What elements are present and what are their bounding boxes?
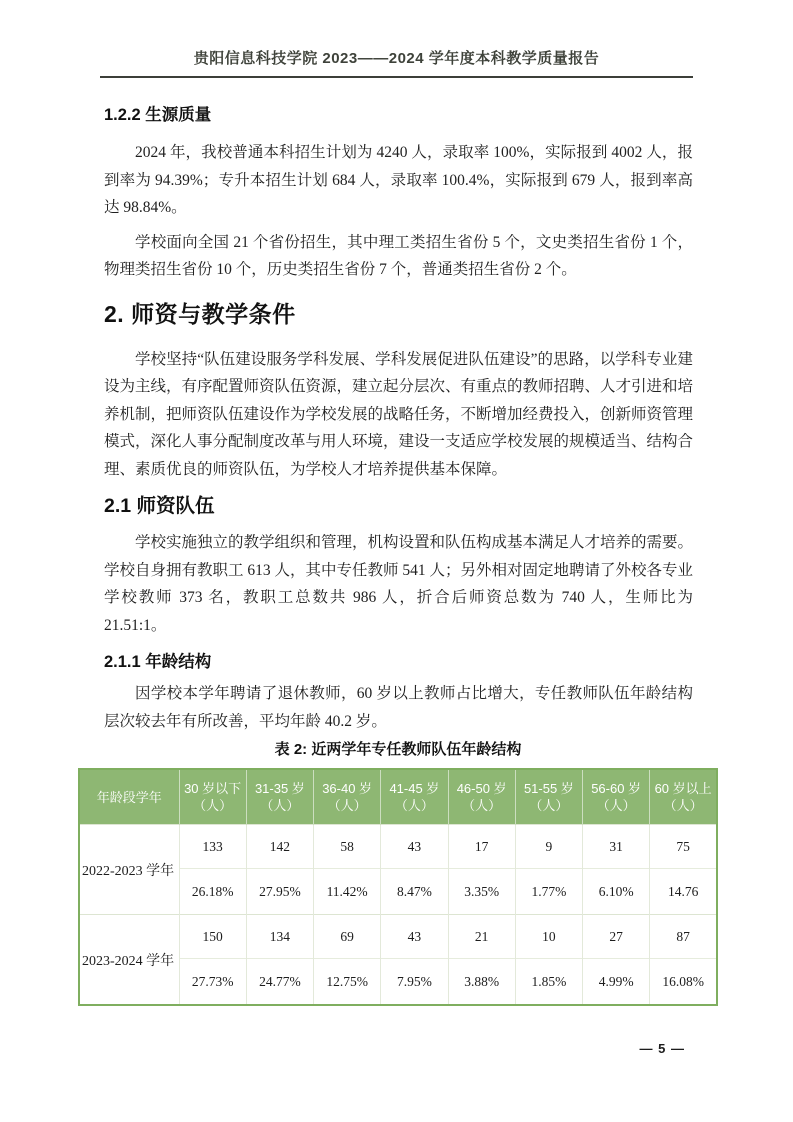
count-cell: 134 [246, 915, 313, 959]
table-corner-header: 年龄段学年 [79, 769, 179, 825]
percent-cell: 14.76 [650, 869, 717, 915]
col-header-over-60: 60 岁以上 （人） [650, 769, 717, 825]
percent-cell: 26.18% [179, 869, 246, 915]
count-cell: 150 [179, 915, 246, 959]
percent-cell: 11.42% [314, 869, 381, 915]
table-row-2022-2023-counts [79, 825, 717, 869]
percent-cell: 24.77% [246, 959, 313, 1006]
report-title: 贵阳信息科技学院 2023——2024 学年度本科教学质量报告 [193, 50, 600, 67]
col-header-56-60: 56-60 岁 （人） [583, 769, 650, 825]
table-caption: 表 2: 近两学年专任教师队伍年龄结构 [274, 741, 522, 758]
count-cell: 17 [448, 825, 515, 869]
paragraph-age-structure: 因学校本学年聘请了退休教师，60 岁以上教师占比增大，专任教师队伍年龄结构层次较去年有所改善，平均年龄 40.2 岁。 [104, 685, 693, 730]
count-cell: 133 [179, 825, 246, 869]
running-header [100, 0, 693, 78]
age-structure-table [78, 768, 718, 1006]
page-number: — 5 — [639, 1041, 685, 1056]
page-content [82, 104, 712, 1006]
count-cell: 21 [448, 915, 515, 959]
percent-cell: 4.99% [583, 959, 650, 1006]
count-cell: 31 [583, 825, 650, 869]
row-label-2023-2024: 2023-2024 学年 [79, 915, 179, 1006]
col-header-31-35: 31-35 岁 （人） [246, 769, 313, 825]
percent-cell: 3.88% [448, 959, 515, 1006]
count-cell: 27 [583, 915, 650, 959]
count-cell: 142 [246, 825, 313, 869]
percent-cell: 12.75% [314, 959, 381, 1006]
col-header-41-45: 41-45 岁 （人） [381, 769, 448, 825]
heading-1-2-2-enrollment-quality: 1.2.2 生源质量 [104, 106, 212, 124]
percent-cell: 27.73% [179, 959, 246, 1006]
percent-cell: 1.85% [515, 959, 582, 1006]
count-cell: 43 [381, 825, 448, 869]
count-cell: 87 [650, 915, 717, 959]
col-header-51-55: 51-55 岁 （人） [515, 769, 582, 825]
count-cell: 43 [381, 915, 448, 959]
percent-cell: 7.95% [381, 959, 448, 1006]
paragraph-faculty-strategy: 学校坚持“队伍建设服务学科发展、学科发展促进队伍建设”的思路，以学科专业建设为主线，有序配置师资队伍资源，建立起分层次、有重点的教师招聘、人才引进和培养机制，把师资队伍建设作为学校发展的战略任务，不断增加经费投入，创新师资管理模式，深化人事分配制度改革与用人环境，建设一支适应学校发展的规模适当、结构合理、素质优良的师资队伍，为学校人才培养提供基本保障。 [104, 350, 694, 478]
percent-cell: 27.95% [246, 869, 313, 915]
percent-cell: 8.47% [381, 869, 448, 915]
col-header-under-30: 30 岁以下 （人） [179, 769, 246, 825]
count-cell: 58 [314, 825, 381, 869]
percent-cell: 3.35% [448, 869, 515, 915]
paragraph-enrollment-stats: 2024 年，我校普通本科招生计划为 4240 人，录取率 100%，实际报到 4002 人，报到率为 94.39%；专升本招生计划 684 人，录取率 100.4%，实际报到 679 人，报到率高达 98.84%。 [104, 144, 693, 216]
count-cell: 75 [650, 825, 717, 869]
heading-2-1-1-age-structure: 2.1.1 年龄结构 [104, 653, 212, 671]
percent-cell: 16.08% [650, 959, 717, 1006]
percent-cell: 1.77% [515, 869, 582, 915]
table-row-2023-2024-counts [79, 915, 717, 959]
count-cell: 10 [515, 915, 582, 959]
count-cell: 9 [515, 825, 582, 869]
heading-2-faculty-and-teaching-conditions: 2. 师资与教学条件 [104, 300, 296, 327]
col-header-46-50: 46-50 岁 （人） [448, 769, 515, 825]
col-header-36-40: 36-40 岁 （人） [314, 769, 381, 825]
paragraph-enrollment-provinces: 学校面向全国 21 个省份招生，其中理工类招生省份 5 个，文史类招生省份 1 个，物理类招生省份 10 个，历史类招生省份 7 个，普通类招生省份 2 个。 [104, 233, 693, 278]
paragraph-faculty-numbers: 学校实施独立的教学组织和管理，机构设置和队伍构成基本满足人才培养的需要。学校自身拥有教职工 613 人，其中专任教师 541 人；另外相对固定地聘请了外校各专业学校教师 373 名，教职工总数共 986 人，折合后师资总数为 740 人，生师比为 21.51:1。 [104, 534, 694, 634]
table-header-row [79, 769, 717, 825]
heading-2-1-faculty-team: 2.1 师资队伍 [104, 495, 215, 517]
percent-cell: 6.10% [583, 869, 650, 915]
row-label-2022-2023: 2022-2023 学年 [79, 825, 179, 915]
count-cell: 69 [314, 915, 381, 959]
